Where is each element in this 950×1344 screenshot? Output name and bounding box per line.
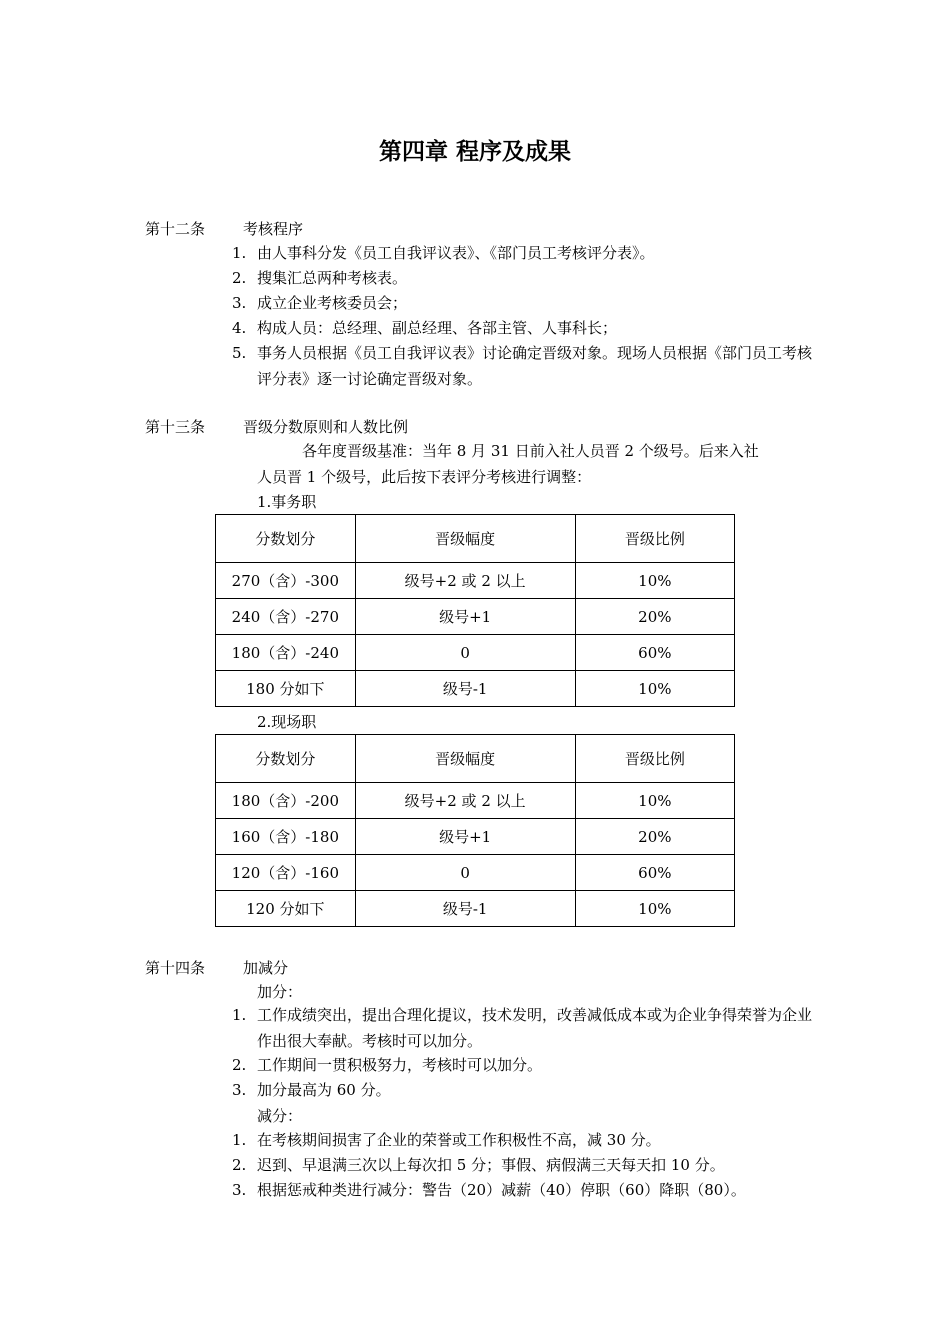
table-cell: 60% <box>575 635 734 671</box>
list-number: 2. <box>232 1156 247 1174</box>
table-row <box>216 671 735 707</box>
table-cell: 240（含）-270 <box>216 599 356 635</box>
table-cell: 级号-1 <box>355 671 575 707</box>
list-text: 加分最高为 60 分。 <box>257 1081 391 1099</box>
list-number: 3. <box>232 1181 247 1199</box>
table-cell: 60% <box>575 855 734 891</box>
article-title: 加减分 <box>243 959 289 977</box>
table-cell: 180 分如下 <box>216 671 356 707</box>
list-item <box>232 340 812 392</box>
table-row <box>216 819 735 855</box>
table-cell: 晋级幅度 <box>355 735 575 783</box>
list-number: 1. <box>232 1131 247 1149</box>
table-cell: 10% <box>575 563 734 599</box>
list-text: 成立企业考核委员会； <box>257 294 408 312</box>
table-header-row <box>216 515 735 563</box>
article-number: 第十四条 <box>145 959 206 977</box>
article-14-heading <box>145 957 288 978</box>
list-text: 搜集汇总两种考核表。 <box>257 269 408 287</box>
table-cell: 晋级比例 <box>575 735 734 783</box>
list-text: 根据惩戒种类进行减分：警告（20）减薪（40）停职（60）降职（80）。 <box>257 1181 746 1199</box>
table-row <box>216 563 735 599</box>
list-item <box>232 315 812 341</box>
list-item <box>232 240 812 266</box>
article-12-heading <box>145 218 303 239</box>
table-label: 2.现场职 <box>257 713 317 731</box>
paragraph-line: 各年度晋级基准：当年 8 月 31 日前入社人员晋 2 个级号。后来入社 <box>302 442 759 460</box>
table-cell: 分数划分 <box>216 515 356 563</box>
table-row <box>216 635 735 671</box>
chapter-title: 第四章 程序及成果 <box>378 139 571 165</box>
list-item <box>232 1177 812 1203</box>
table-cell: 270（含）-300 <box>216 563 356 599</box>
table-cell: 160（含）-180 <box>216 819 356 855</box>
list-text: 由人事科分发《员工自我评议表》、《部门员工考核评分表》。 <box>257 244 655 262</box>
table-cell: 级号-1 <box>355 891 575 927</box>
table-header-row <box>216 735 735 783</box>
table-cell: 180（含）-240 <box>216 635 356 671</box>
list-text: 工作期间一贯积极努力，考核时可以加分。 <box>257 1056 543 1074</box>
list-item <box>232 1052 812 1078</box>
list-text: 事务人员根据《员工自我评议表》讨论确定晋级对象。现场人员根据《部门员工考核评分表》逐一讨论确定晋级对象。 <box>257 344 813 388</box>
list-text: 在考核期间损害了企业的荣誉或工作积极性不高，减 30 分。 <box>257 1131 661 1149</box>
table-row <box>216 891 735 927</box>
article-title: 晋级分数原则和人数比例 <box>243 418 409 436</box>
list-item <box>232 265 812 291</box>
list-item <box>232 1152 812 1178</box>
promotion-table-field <box>215 734 735 927</box>
article-number: 第十三条 <box>145 418 206 436</box>
table-cell: 20% <box>575 819 734 855</box>
list-text: 构成人员：总经理、副总经理、各部主管、人事科长； <box>257 319 618 337</box>
table-cell: 级号+2 或 2 以上 <box>355 783 575 819</box>
table-cell: 180（含）-200 <box>216 783 356 819</box>
paragraph-line: 人员晋 1 个级号，此后按下表评分考核进行调整： <box>257 468 592 486</box>
table-row <box>216 599 735 635</box>
list-number: 3. <box>232 1081 247 1099</box>
table-cell: 0 <box>355 635 575 671</box>
table-cell: 0 <box>355 855 575 891</box>
table-cell: 120 分如下 <box>216 891 356 927</box>
table-cell: 级号+2 或 2 以上 <box>355 563 575 599</box>
list-number: 4. <box>232 319 247 337</box>
subsection-label: 减分： <box>257 1107 303 1125</box>
list-number: 1. <box>232 244 247 262</box>
subsection-label: 加分： <box>257 983 303 1001</box>
list-number: 2. <box>232 1056 247 1074</box>
table-cell: 10% <box>575 783 734 819</box>
list-number: 1. <box>232 1006 247 1024</box>
article-13-heading <box>145 416 408 437</box>
list-number: 3. <box>232 294 247 312</box>
table-cell: 20% <box>575 599 734 635</box>
table-cell: 10% <box>575 671 734 707</box>
article-number: 第十二条 <box>145 220 206 238</box>
table-cell: 晋级幅度 <box>355 515 575 563</box>
list-item <box>232 1077 812 1103</box>
table-cell: 10% <box>575 891 734 927</box>
article-title: 考核程序 <box>243 220 304 238</box>
list-item <box>232 290 812 316</box>
list-text: 工作成绩突出，提出合理化提议，技术发明，改善减低成本或为企业争得荣誉为企业作出很大奉献。考核时可以加分。 <box>257 1006 813 1050</box>
table-cell: 晋级比例 <box>575 515 734 563</box>
table-label: 1.事务职 <box>257 493 317 511</box>
list-item <box>232 1002 812 1054</box>
list-text: 迟到、早退满三次以上每次扣 5 分；事假、病假满三天每天扣 10 分。 <box>257 1156 725 1174</box>
list-item <box>232 1127 812 1153</box>
table-cell: 级号+1 <box>355 819 575 855</box>
table-cell: 120（含）-160 <box>216 855 356 891</box>
table-cell: 级号+1 <box>355 599 575 635</box>
table-row <box>216 855 735 891</box>
list-number: 2. <box>232 269 247 287</box>
table-cell: 分数划分 <box>216 735 356 783</box>
promotion-table-clerical <box>215 514 735 707</box>
list-number: 5. <box>232 344 247 362</box>
table-row <box>216 783 735 819</box>
